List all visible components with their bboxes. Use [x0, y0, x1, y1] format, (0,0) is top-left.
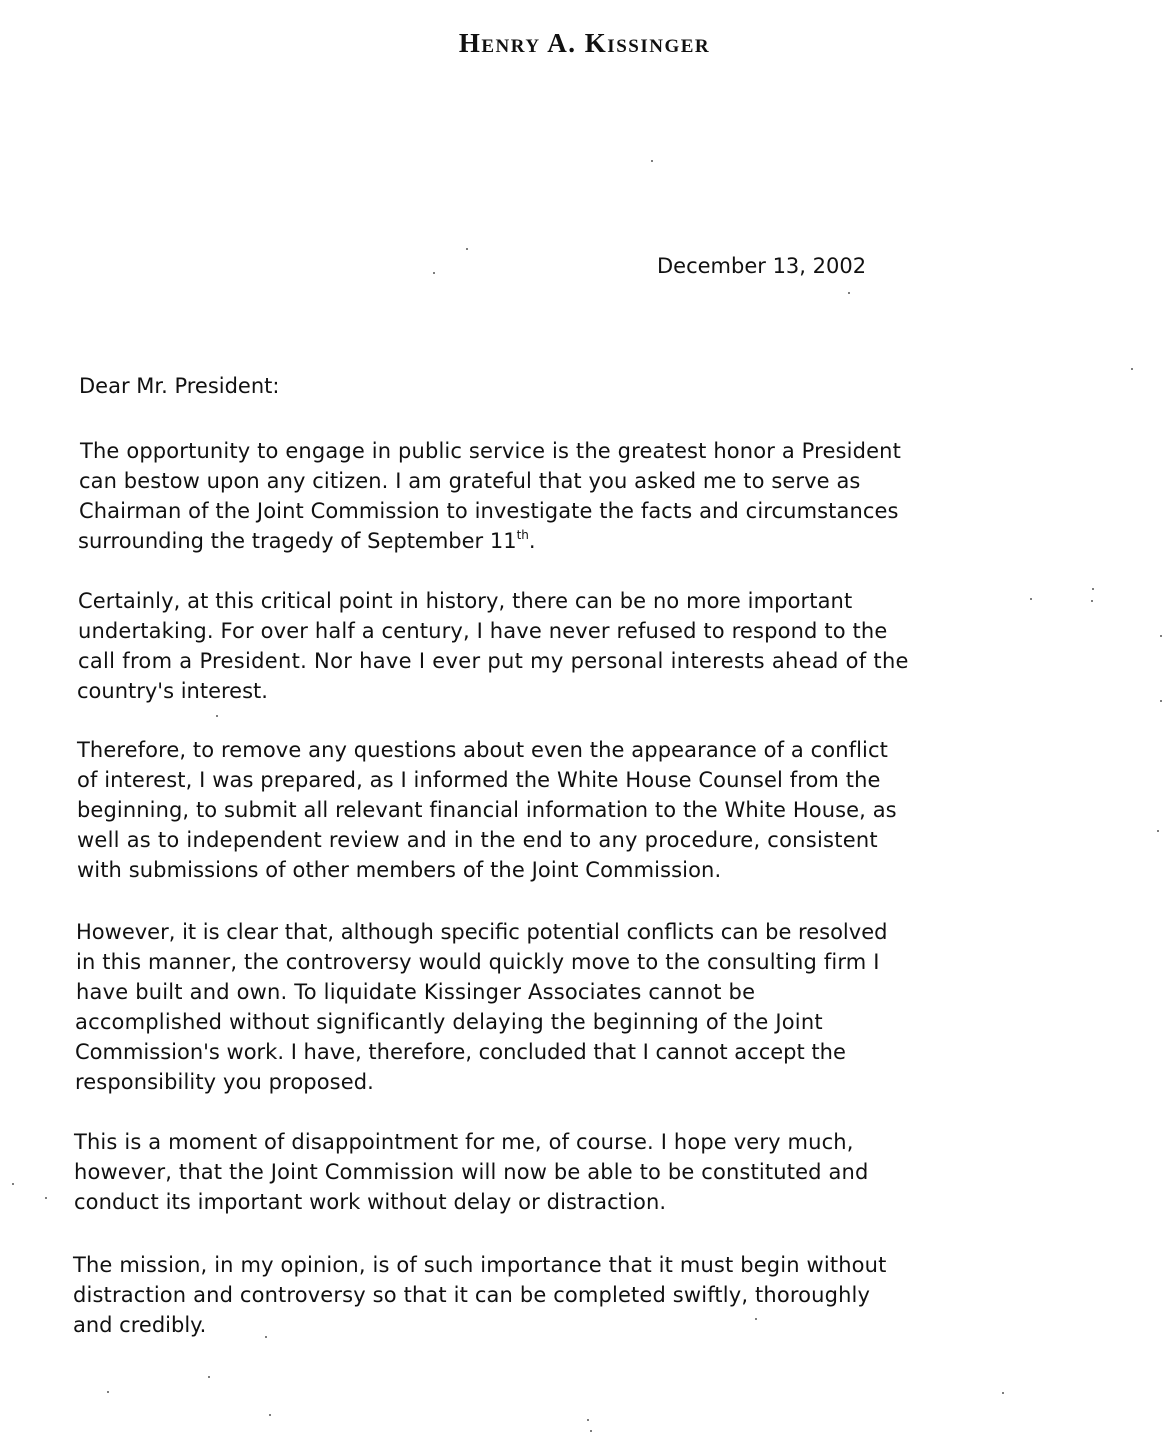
letter-date: December 13, 2002 [657, 254, 867, 278]
scan-speck [1091, 600, 1093, 602]
paragraph-line: well as to independent review and in the end to any procedure, consistent [77, 828, 878, 852]
scan-speck [1160, 635, 1162, 637]
scan-speck [848, 292, 850, 294]
scan-speck [45, 1197, 47, 1199]
scan-speck [216, 715, 218, 717]
paragraph-line: Therefore, to remove any questions about even the appearance of a conflict [77, 738, 888, 762]
scan-speck [1002, 1392, 1004, 1394]
paragraph-line: accomplished without significantly delaying the beginning of the Joint [75, 1010, 823, 1034]
paragraph-line: However, it is clear that, although specific potential conflicts can be resolved [76, 920, 888, 944]
scan-speck [107, 1391, 109, 1393]
paragraph-line: Chairman of the Joint Commission to investigate the facts and circumstances [79, 499, 899, 523]
paragraph-line: surrounding the tragedy of September 11 [78, 529, 517, 553]
scan-speck [1092, 588, 1094, 590]
paragraph-line: distraction and controversy so that it can be completed swiftly, thoroughly [73, 1283, 871, 1307]
paragraph-line: Commission's work. I have, therefore, concluded that I cannot accept the [75, 1040, 846, 1064]
scan-speck [466, 248, 468, 250]
paragraph-line-with-superscript [78, 526, 536, 556]
scan-speck [265, 1336, 267, 1338]
sentence-end: . [528, 529, 536, 553]
paragraph-line: The opportunity to engage in public service is the greatest honor a President [80, 439, 901, 463]
paragraph-line: beginning, to submit all relevant financial information to the White House, as [77, 798, 897, 822]
paragraph-line: The mission, in my opinion, is of such importance that it must begin without [73, 1253, 887, 1277]
ordinal-superscript: th [516, 528, 529, 542]
scan-speck [755, 1318, 757, 1320]
paragraph-line: Certainly, at this critical point in history, there can be no more important [78, 589, 853, 613]
paragraph-line: call from a President. Nor have I ever put my personal interests ahead of the [78, 649, 909, 673]
scan-speck [208, 1376, 210, 1378]
scan-speck [1157, 830, 1159, 832]
scan-speck [587, 1419, 589, 1421]
paragraph-line: This is a moment of disappointment for me, of course. I hope very much, [74, 1130, 854, 1154]
paragraph-line: in this manner, the controversy would quickly move to the consulting firm I [76, 950, 880, 974]
scan-speck [1160, 700, 1162, 702]
paragraph-line: and credibly. [73, 1313, 207, 1337]
paragraph-line: can bestow upon any citizen. I am grateful that you asked me to serve as [79, 469, 861, 493]
paragraph-line: with submissions of other members of the Joint Commission. [77, 858, 722, 882]
paragraph-line: however, that the Joint Commission will now be able to be constituted and [74, 1160, 869, 1184]
scan-speck [651, 160, 653, 162]
salutation: Dear Mr. President: [79, 374, 280, 398]
paragraph-line: have built and own. To liquidate Kissinger Associates cannot be [76, 980, 756, 1004]
paragraph-line: conduct its important work without delay or distraction. [74, 1190, 667, 1214]
paragraph-line: undertaking. For over half a century, I have never refused to respond to the [78, 619, 888, 643]
scan-speck [1030, 598, 1032, 600]
scan-speck [269, 1414, 271, 1416]
paragraph-line: responsibility you proposed. [75, 1070, 374, 1094]
scan-speck [1131, 368, 1133, 370]
paragraph-line: of interest, I was prepared, as I informed the White House Counsel from the [77, 768, 881, 792]
scan-speck [12, 1183, 14, 1185]
paragraph-line: country's interest. [77, 679, 268, 703]
scan-speck [590, 1430, 592, 1432]
scan-speck [433, 272, 435, 274]
letterhead: Henry A. Kissinger [458, 28, 711, 58]
